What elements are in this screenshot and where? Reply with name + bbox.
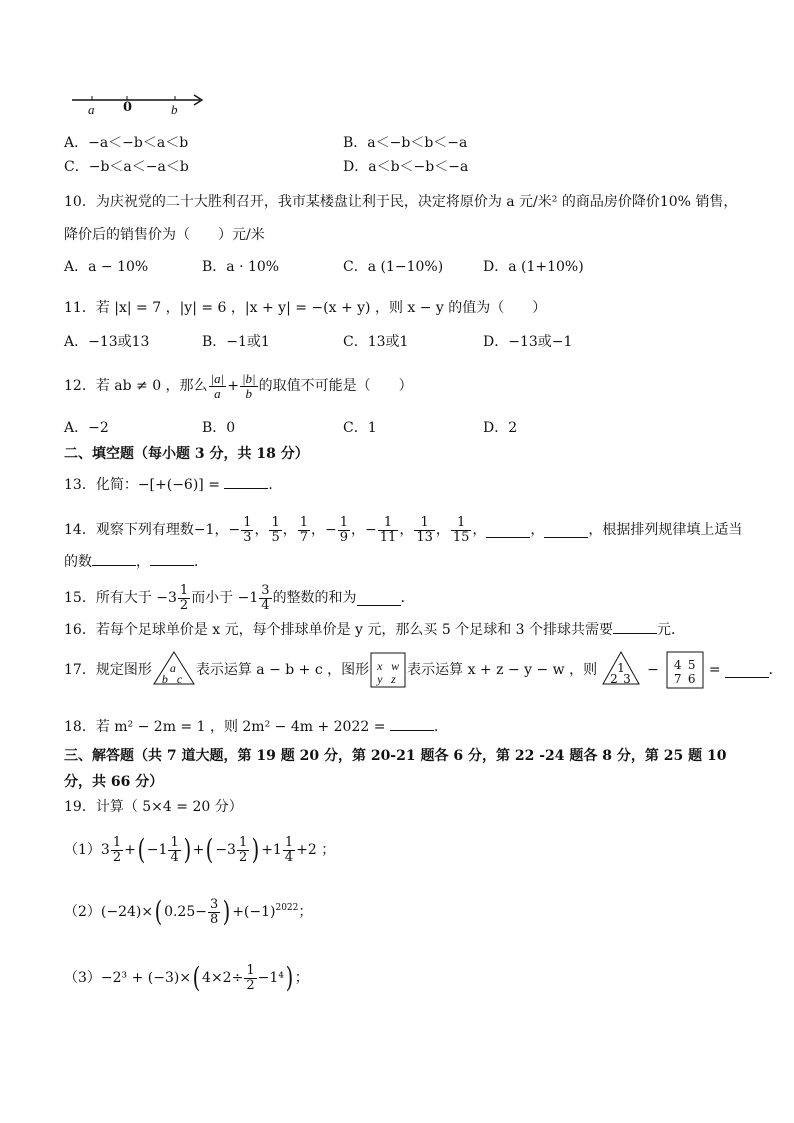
q17-square-figure: [369, 651, 407, 689]
q19-p1-label: （1）: [64, 842, 101, 858]
q12-fraction-a: [209, 372, 227, 401]
q15-prefix: 15．所有大于 −3: [64, 590, 177, 606]
number-line-label-a: a: [88, 102, 95, 117]
q13-stem: [64, 474, 282, 495]
section-2-heading: 二、填空题（每小题 3 分，共 18 分）: [64, 446, 309, 462]
q14-frac7-den: 15: [452, 529, 470, 545]
q14-frac6-den: 13: [416, 529, 433, 545]
q14-answer-blank-3[interactable]: [92, 551, 136, 566]
q14-frac1-den: 3: [243, 529, 252, 545]
q14-comma-6: ，: [435, 522, 450, 538]
q14-fraction-6: [413, 516, 436, 545]
q14-frac3-num: 1: [299, 514, 309, 530]
q14-frac4-sign: −: [325, 522, 337, 538]
q18-stem: [64, 716, 448, 737]
q19-part-2: [64, 894, 312, 930]
q15-suffix: 的整数的和为: [272, 590, 357, 606]
number-line: [70, 90, 210, 118]
q12-stem: [64, 364, 413, 408]
q15-stem: [64, 580, 415, 616]
q15-mixed-2: [259, 584, 271, 613]
number-line-label-b: b: [171, 102, 178, 117]
square-shape: [665, 650, 705, 690]
q19-p2-inner: 0.25−: [164, 904, 207, 920]
q17-tri-right: c: [176, 672, 183, 686]
q14-frac3-den: 7: [299, 529, 309, 545]
q17-answer-blank[interactable]: [725, 663, 769, 678]
q9-option-b: B．a＜−b＜b＜−a: [343, 135, 468, 151]
q19-p2-fraction: [208, 898, 220, 927]
q12-frac1-num: |a|: [210, 370, 225, 386]
q19-part-3: [64, 958, 309, 998]
q15-answer-blank[interactable]: [357, 591, 401, 606]
q11-option-b: B．−1或1: [202, 334, 270, 350]
q17-tri-top: a: [169, 661, 176, 675]
q19-p3-end: ；: [294, 970, 309, 986]
q14-stem: [64, 510, 742, 550]
q12-option-d: D．2: [483, 420, 518, 436]
q14-fraction-1: [228, 516, 254, 545]
q19-p2-exponent: 2022: [275, 903, 299, 913]
q17-box-br: z: [391, 672, 396, 686]
q17-ex-box-br: 6: [687, 672, 696, 686]
q11-option-a: A．−13或13: [64, 334, 150, 350]
q16-stem: [64, 619, 685, 640]
q19-p2-end: ；: [298, 904, 313, 920]
q14-line2-suffix: ．: [194, 554, 208, 570]
q15-mixed-1: [178, 584, 190, 613]
q10-stem-line1: 10．为庆祝党的二十大胜利召开，我市某楼盘让利于民，决定将原价为 a 元/米² 的商品房价降价10% 销售，: [64, 194, 738, 210]
q15-mid: 而小于 −1: [191, 590, 259, 606]
q17-ex-box-tl: 4: [673, 658, 682, 672]
q15-end: ．: [400, 590, 415, 606]
q14-frac1-sign: −: [228, 522, 241, 538]
q15-m2-num: 3: [261, 582, 270, 598]
q17-example-square: [665, 650, 705, 690]
q14-line2-prefix: 的数: [64, 554, 92, 570]
q16-suffix: 元．: [657, 622, 686, 638]
q14-frac5-num: 1: [378, 516, 399, 531]
q19-part-1: [64, 832, 335, 868]
q14-comma-4: ，: [351, 522, 366, 538]
q12-fraction-b: [240, 372, 258, 401]
q14-comma-3: ，: [311, 522, 326, 538]
q14-comma-2: ，: [282, 522, 297, 538]
q11-option-c: C．13或1: [343, 334, 409, 350]
q14-prefix: 14．观察下列有理数−1，: [64, 522, 229, 538]
q9-option-c: C．−b＜a＜−a＜b: [64, 159, 189, 175]
section-3-heading-line2: 分，共 66 分）: [64, 774, 164, 790]
q14-fraction-3: [297, 516, 311, 545]
q12-frac2-num: |b|: [241, 370, 256, 386]
q9-option-d: D．a＜b＜−b＜−a: [343, 159, 469, 175]
q14-line2: 的数 ， ．: [64, 551, 208, 572]
q14-frac1-num: 1: [243, 514, 252, 530]
q11-option-d: D．−13或−1: [483, 334, 573, 350]
q14-comma-8: ，: [530, 522, 545, 538]
q14-fraction-4: [325, 516, 351, 545]
q19-p3-text: −2³ + (−3)×: [100, 970, 192, 986]
q17-box-tl: x: [377, 659, 383, 673]
q9-option-a: A．−a＜−b＜a＜b: [64, 135, 189, 151]
q19-p2-frac-den: 8: [209, 911, 219, 927]
q12-prefix: 12．若 ab ≠ 0 ，那么: [64, 378, 208, 394]
q19-p2-tail: +(−1): [232, 904, 276, 920]
q10-option-c: C．a (1−10%): [343, 259, 444, 275]
q19-title: 19．计算（ 5×4 = 20 分）: [64, 799, 243, 815]
q17-box-tr: w: [391, 659, 400, 673]
q17-ex-box-bl: 7: [673, 672, 682, 686]
q17-triangle-figure: [152, 650, 196, 690]
q14-answer-blank-1[interactable]: [486, 523, 530, 538]
q14-suffix: ，根据排列规律填上适当: [588, 522, 743, 538]
q19-p3-frac-den: 2: [246, 977, 255, 993]
q14-fraction-5: [365, 516, 399, 545]
q17-minus: −: [647, 662, 659, 678]
q18-answer-blank[interactable]: [390, 716, 434, 731]
q17-ex-tri-top: 1: [617, 661, 625, 675]
q19-p2-label: （2）: [64, 904, 101, 920]
q17-end: ．: [768, 662, 783, 678]
q19-p3-label: （3）: [64, 970, 101, 986]
q12-frac2-den: b: [245, 385, 253, 401]
q14-answer-blank-4[interactable]: [150, 551, 194, 566]
q13-prefix: 13．化简：−[+(−6)] =: [64, 477, 225, 493]
q12-option-a: A．−2: [64, 420, 109, 436]
q14-frac4-num: 1: [339, 514, 349, 530]
square-shape: [369, 651, 407, 689]
q16-answer-blank[interactable]: [613, 619, 657, 634]
q17-tri-left: b: [161, 672, 168, 686]
q15-m1-den: 2: [179, 597, 189, 613]
q10-option-a: A．a − 10%: [64, 259, 149, 275]
q13-suffix: ．: [268, 477, 283, 493]
q15-m2-den: 4: [261, 597, 270, 613]
number-line-label-zero: 0: [123, 100, 133, 115]
q19-p2-close-paren: ): [222, 895, 231, 928]
q15-m1-num: 1: [179, 582, 189, 598]
q19-p2-frac-num: 3: [209, 896, 219, 912]
q19-p2-open-paren: (: [154, 895, 163, 928]
q19-p1-expr: 3 $\frac{1}{2}$ + ( −1 $\frac{1}{4}$ ) + ( −3 $\frac{1}{2}$ ) +1 $\frac{1}{4}$ +2 ；: [100, 833, 336, 866]
q14-frac2-num: 1: [271, 514, 280, 530]
q10-option-d: D．a (1+10%): [483, 259, 584, 275]
q17-mid1: 表示运算 a − b + c ，图形: [195, 662, 370, 678]
q19-p3-open-paren: (: [192, 961, 201, 994]
q10-stem-line2: 降价后的销售价为（ ）元/米: [64, 227, 265, 243]
q19-p3-inner-b: −1⁴: [257, 970, 284, 986]
q19-p3-frac-num: 1: [246, 962, 255, 978]
q14-frac7-num: 1: [451, 516, 472, 531]
q17-ex-tri-right: 3: [623, 672, 631, 686]
q17-prefix: 17．规定图形: [64, 662, 152, 678]
q17-ex-box-tr: 5: [687, 658, 696, 672]
q17-box-bl: y: [377, 672, 383, 686]
q16-text: 16．若每个足球单价是 x 元，每个排球单价是 y 元，那么买 5 个足球和 3 个排球共需要: [64, 622, 614, 638]
q19-p3-fraction: [244, 964, 256, 993]
q17-example-triangle: [601, 650, 641, 690]
q12-suffix: 的取值不可能是（ ）: [258, 378, 413, 394]
q17-mid2: 表示运算 x + z − y − w ，则: [407, 662, 598, 678]
q19-p3-close-paren: ): [285, 961, 294, 994]
q14-answer-blank-2[interactable]: [544, 523, 588, 538]
q13-answer-blank[interactable]: [224, 474, 268, 489]
q18-prefix: 18．若 m² − 2m = 1 ，则 2m² − 4m + 2022 =: [64, 719, 390, 735]
q14-fraction-7: [450, 516, 473, 545]
q11-stem: 11．若 |x| = 7 ，|y| = 6 ，|x + y| = −(x + y) ，则 x − y 的值为（ ）: [64, 300, 547, 316]
q10-option-b: B．a · 10%: [202, 259, 280, 275]
q14-frac2-den: 5: [271, 529, 280, 545]
q14-frac5-sign: −: [365, 522, 377, 538]
q14-frac4-den: 9: [339, 529, 349, 545]
q14-frac6-num: 1: [414, 516, 435, 531]
q12-plus: +: [227, 378, 239, 394]
q19-p2-text: (−24)×: [100, 904, 154, 920]
q12-frac1-den: a: [214, 385, 221, 401]
q14-frac5-den: 11: [379, 529, 397, 545]
q17-stem: [64, 648, 783, 692]
q14-fraction-2: [268, 516, 282, 545]
q12-option-c: C．1: [343, 420, 377, 436]
q17-ex-tri-left: 2: [610, 672, 618, 686]
q12-option-b: B．0: [202, 420, 236, 436]
section-3-heading-line1: 三、解答题（共 7 道大题，第 19 题 20 分，第 20-21 题各 6 分，第 22 -24 题各 8 分，第 25 题 10: [64, 748, 727, 764]
q14-comma-5: ，: [399, 522, 414, 538]
q18-suffix: ．: [433, 719, 448, 735]
q14-comma-1: ，: [254, 522, 269, 538]
q14-comma-7: ，: [472, 522, 487, 538]
q19-p3-inner-a: 4×2÷: [202, 970, 244, 986]
q17-eq: =: [708, 662, 721, 678]
